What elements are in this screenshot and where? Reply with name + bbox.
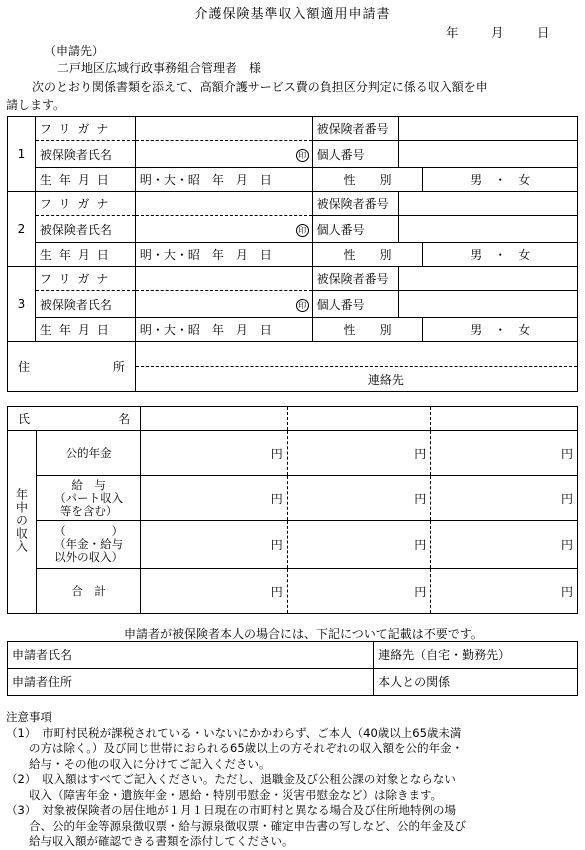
insured-name-label: 被保険者氏名 bbox=[35, 216, 135, 243]
yen-unit: 円 bbox=[414, 584, 427, 599]
income-amount-2[interactable] bbox=[287, 521, 431, 569]
insured-number-label: 被保険者番号 bbox=[312, 192, 398, 216]
sex-label: 性 別 bbox=[312, 318, 423, 342]
income-person-1[interactable] bbox=[141, 407, 288, 431]
insured-name-label: 被保険者氏名 bbox=[35, 141, 135, 168]
intro-line-2: 請します。 bbox=[6, 98, 66, 112]
applicant-table bbox=[7, 641, 578, 696]
furigana-label: フリガナ bbox=[35, 267, 135, 291]
notes-section bbox=[6, 710, 581, 850]
birth-date-label: 生年月日 bbox=[35, 168, 135, 192]
income-table bbox=[7, 406, 578, 614]
personal-number-field[interactable] bbox=[398, 216, 577, 243]
note-line: （1） 市町村民税が課税されている・いないにかかわらず、ご本人（40歳以上65歳未満 bbox=[6, 725, 462, 740]
insured-name-label: 被保険者氏名 bbox=[35, 291, 135, 318]
furigana-label: フリガナ bbox=[35, 192, 135, 216]
date-month-label: 月 bbox=[491, 25, 504, 40]
income-amount-1[interactable] bbox=[141, 431, 288, 476]
furigana-field[interactable] bbox=[135, 267, 312, 291]
yen-unit: 円 bbox=[414, 446, 427, 461]
address-label-char2: 所 bbox=[112, 360, 125, 374]
seal-icon: 印 bbox=[296, 149, 309, 162]
address-dash-line bbox=[136, 366, 577, 367]
yen-unit: 円 bbox=[560, 538, 573, 552]
yen-unit: 円 bbox=[560, 584, 573, 599]
yen-unit: 円 bbox=[560, 491, 573, 506]
yen-unit: 円 bbox=[414, 538, 427, 552]
insured-row-number: 2 bbox=[8, 192, 36, 267]
yen-unit: 円 bbox=[560, 446, 573, 461]
form-title: 介護保険基準収入額適用申請書 bbox=[194, 7, 391, 22]
intro-line-1: 次のとおり関係書類を添えて、高額介護サービス費の負担区分判定に係る収入額を申 bbox=[32, 80, 488, 94]
address-field[interactable] bbox=[135, 342, 577, 392]
address-label bbox=[8, 342, 136, 392]
applicant-name-label: 申請者氏名 bbox=[12, 648, 73, 662]
yen-unit: 円 bbox=[414, 491, 427, 506]
recipient-label: （申請先） bbox=[44, 44, 105, 58]
address-contact-label: 連絡先 bbox=[367, 373, 404, 387]
note-line: （3） 対象被保険者の居住地が１月１日現在の市町村と異なる場合及び住所地特例の場 bbox=[6, 803, 457, 817]
income-amount-3[interactable] bbox=[431, 431, 578, 476]
insured-number-field[interactable] bbox=[398, 192, 577, 216]
note-line: （2） 収入額はすべてご記入ください。ただし、退職金及び公租公課の対象とならない bbox=[6, 772, 456, 786]
income-person-2[interactable] bbox=[287, 407, 431, 431]
insured-number-field[interactable] bbox=[398, 267, 577, 291]
birth-date-label: 生年月日 bbox=[35, 318, 135, 342]
personal-number-label: 個人番号 bbox=[312, 141, 398, 168]
insured-number-label: 被保険者番号 bbox=[312, 267, 398, 291]
furigana-field[interactable] bbox=[135, 117, 312, 141]
income-amount-1[interactable] bbox=[141, 521, 288, 569]
income-amount-2[interactable] bbox=[287, 569, 431, 614]
insured-number-field[interactable] bbox=[398, 117, 577, 141]
recipient-name: 二戸地区広域行政事務組合管理者 様 bbox=[57, 61, 262, 75]
birth-date-label: 生年月日 bbox=[35, 243, 135, 267]
note-line: 給与収入額が確認できる書類を添付してください。 bbox=[6, 834, 294, 848]
sex-options[interactable]: 男 ・ 女 bbox=[423, 318, 578, 342]
personal-number-label: 個人番号 bbox=[312, 291, 398, 318]
applicant-name-field[interactable] bbox=[8, 642, 374, 669]
seal-icon: 印 bbox=[296, 299, 309, 312]
applicant-note: 申請者が被保険者本人の場合には、下記について記載は不要です。 bbox=[124, 627, 483, 641]
income-amount-3[interactable] bbox=[431, 476, 578, 521]
insured-row-number: 1 bbox=[8, 117, 36, 192]
address-label-char1: 住 bbox=[18, 360, 31, 374]
birth-date-field[interactable]: 明・大・昭 年 月 日 bbox=[135, 243, 312, 267]
income-row-label: 公的年金 bbox=[37, 431, 141, 476]
income-amount-1[interactable] bbox=[141, 569, 288, 614]
income-name-label bbox=[8, 407, 141, 431]
sex-label: 性 別 bbox=[312, 168, 423, 192]
income-amount-3[interactable] bbox=[431, 569, 578, 614]
yen-unit: 円 bbox=[270, 446, 283, 461]
note-line: 合、公的年金等源泉徴収票・給与源泉徴収票・確定申告書の写しなど、公的年金及び bbox=[6, 818, 466, 833]
date-year-label: 年 bbox=[446, 25, 459, 40]
yen-unit: 円 bbox=[270, 491, 283, 506]
sex-label: 性 別 bbox=[312, 243, 423, 267]
seal-icon: 印 bbox=[296, 224, 309, 237]
income-amount-2[interactable] bbox=[287, 476, 431, 521]
applicant-relation-field[interactable] bbox=[374, 669, 578, 696]
birth-date-field[interactable]: 明・大・昭 年 月 日 bbox=[135, 318, 312, 342]
insured-name-field[interactable] bbox=[135, 291, 312, 318]
yen-unit: 円 bbox=[270, 584, 283, 599]
insured-name-field[interactable] bbox=[135, 216, 312, 243]
note-line: の方は除く。）及び同じ世帯におられる65歳以上の方それぞれの収入額を公的年金・ bbox=[6, 741, 464, 755]
note-line: 給与・その他の収入に分けてご記入ください。 bbox=[6, 756, 271, 771]
insured-name-field[interactable] bbox=[135, 141, 312, 168]
insured-table bbox=[7, 116, 578, 392]
notes-title: 注意事項 bbox=[6, 710, 52, 724]
sex-options[interactable]: 男 ・ 女 bbox=[423, 243, 578, 267]
furigana-label: フリガナ bbox=[35, 117, 135, 141]
date-day-label: 日 bbox=[537, 25, 550, 40]
income-person-3[interactable] bbox=[431, 407, 578, 431]
applicant-address-field[interactable] bbox=[8, 669, 374, 696]
income-name-char1: 氏 bbox=[18, 412, 31, 426]
personal-number-field[interactable] bbox=[398, 141, 577, 168]
personal-number-label: 個人番号 bbox=[312, 216, 398, 243]
applicant-contact-label: 連絡先（自宅・勤務先） bbox=[378, 648, 511, 662]
income-amount-1[interactable] bbox=[141, 476, 288, 521]
insured-row-number: 3 bbox=[8, 267, 36, 342]
applicant-contact-field[interactable] bbox=[374, 642, 578, 669]
applicant-relation-label: 本人との関係 bbox=[378, 675, 451, 689]
income-side-text: 年中の収入 bbox=[14, 488, 29, 553]
note-line: 収入（障害年金・遺族年金・恩給・特別弔慰金・災害弔慰金など）は除きます。 bbox=[6, 787, 443, 802]
income-row-label: 合 計 bbox=[37, 569, 141, 614]
birth-date-field[interactable]: 明・大・昭 年 月 日 bbox=[135, 168, 312, 192]
personal-number-field[interactable] bbox=[398, 291, 577, 318]
income-amount-3[interactable] bbox=[431, 521, 578, 569]
furigana-field[interactable] bbox=[135, 192, 312, 216]
insured-number-label: 被保険者番号 bbox=[312, 117, 398, 141]
income-name-char2: 名 bbox=[118, 412, 131, 426]
income-amount-2[interactable] bbox=[287, 431, 431, 476]
applicant-address-label: 申請者住所 bbox=[12, 675, 73, 689]
income-row-label: 給 与 （パート収入 等を含む） bbox=[37, 476, 141, 521]
income-side-label bbox=[8, 431, 37, 614]
income-row-label: （ ） （年金・給与 以外の収入） bbox=[37, 521, 141, 569]
sex-options[interactable]: 男 ・ 女 bbox=[423, 168, 578, 192]
yen-unit: 円 bbox=[270, 538, 283, 552]
